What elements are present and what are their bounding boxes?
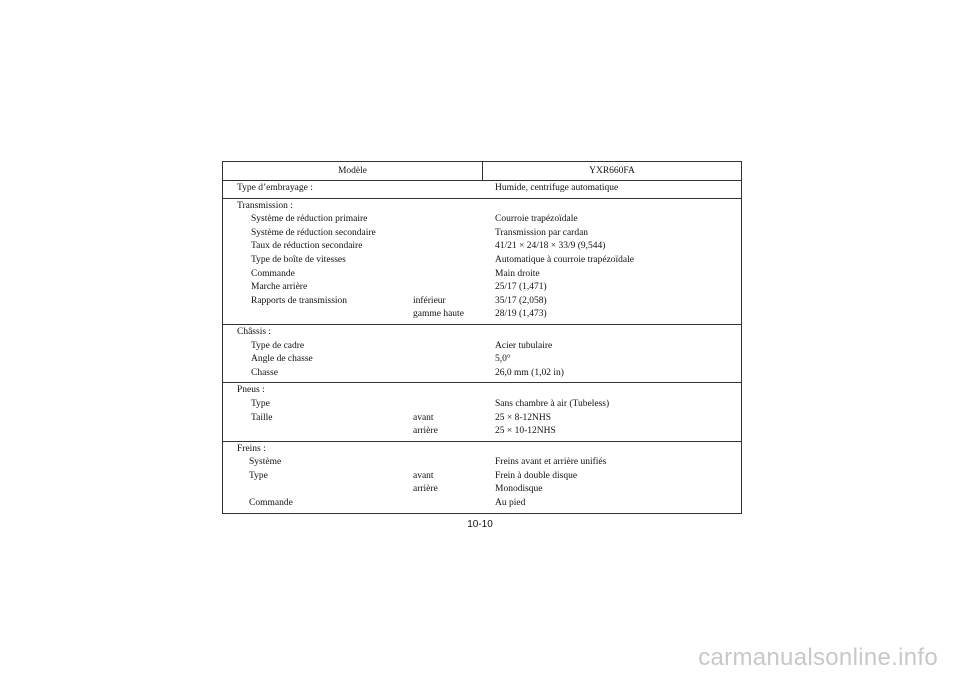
page-number: 10-10 <box>467 519 493 530</box>
spec-sublabel <box>413 456 483 470</box>
spec-value: Au pied <box>495 498 526 509</box>
spec-value: 5,0° <box>495 354 511 365</box>
spec-label: Système de réduction primaire <box>251 214 368 225</box>
spec-sublabel <box>413 240 483 254</box>
spec-label: Taille <box>251 412 273 423</box>
spec-sublabel <box>413 367 483 381</box>
spec-value: 28/19 (1,473) <box>495 309 547 320</box>
spec-label: Taux de réduction secondaire <box>251 241 363 252</box>
brakes-section <box>223 442 741 513</box>
spec-label: Chasse <box>251 367 278 378</box>
spec-label <box>223 425 413 439</box>
spec-label: Commande <box>251 268 295 279</box>
table-row <box>223 483 741 497</box>
transmission-section <box>223 199 741 325</box>
spec-label: Système <box>249 457 282 468</box>
chassis-section <box>223 325 741 383</box>
spec-value: Monodisque <box>495 484 543 495</box>
spec-sublabel: avant <box>413 412 434 423</box>
table-row <box>223 470 741 484</box>
spec-label: Marche arrière <box>251 282 308 293</box>
table-row <box>223 268 741 282</box>
spec-sublabel <box>413 254 483 268</box>
spec-value: Courroie trapézoïdale <box>495 214 578 225</box>
spec-label: Rapports de transmission <box>251 295 348 306</box>
spec-label: Type de boîte de vitesses <box>251 254 346 265</box>
spec-value: Automatique à courroie trapézoïdale <box>495 254 635 265</box>
table-row <box>223 227 741 241</box>
spec-label: Type <box>249 470 268 481</box>
table-row <box>223 456 741 470</box>
table-row <box>223 281 741 295</box>
clutch-value: Humide, centrifuge automatique <box>495 183 619 193</box>
tires-title: Pneus : <box>237 385 265 396</box>
model-label: Modèle <box>223 162 483 180</box>
table-row <box>223 254 741 268</box>
table-row <box>223 240 741 254</box>
spec-sublabel <box>413 497 483 511</box>
spec-sublabel <box>413 398 483 412</box>
chassis-title: Châssis : <box>237 326 272 337</box>
tires-section <box>223 383 741 441</box>
spec-value: Transmission par cardan <box>495 227 589 238</box>
spec-label <box>223 308 413 322</box>
table-row <box>223 398 741 412</box>
spec-label: Angle de chasse <box>251 354 313 365</box>
brakes-title: Freins : <box>237 443 266 454</box>
spec-value: 35/17 (2,058) <box>495 295 547 306</box>
spec-sublabel: gamme haute <box>413 309 464 320</box>
spec-value: 25 × 8-12NHS <box>495 412 552 423</box>
watermark: carmanualsonline.info <box>698 644 938 671</box>
clutch-section <box>223 181 741 199</box>
spec-value: 41/21 × 24/18 × 33/9 (9,544) <box>495 241 606 252</box>
table-row <box>223 308 741 322</box>
spec-label <box>223 483 413 497</box>
spec-label: Type <box>251 398 270 409</box>
table-row <box>223 295 741 309</box>
spec-table <box>222 161 742 514</box>
spec-sublabel <box>413 213 483 227</box>
spec-sublabel: inférieur <box>413 295 446 306</box>
spec-value: Frein à double disque <box>495 470 578 481</box>
table-row <box>223 497 741 511</box>
section-title <box>223 443 741 457</box>
spec-label: Système de réduction secondaire <box>251 227 376 238</box>
table-row <box>223 367 741 381</box>
spec-sublabel <box>413 353 483 367</box>
spec-sublabel <box>413 281 483 295</box>
spec-value: Main droite <box>495 268 540 279</box>
table-row <box>223 213 741 227</box>
table-header <box>223 162 741 181</box>
table-row <box>223 412 741 426</box>
spec-sublabel <box>413 268 483 282</box>
table-row <box>223 182 741 196</box>
model-value: YXR660FA <box>589 166 635 176</box>
clutch-label: Type d’embrayage : <box>237 183 313 193</box>
spec-value: 25 × 10-12NHS <box>495 426 556 437</box>
spec-value: 26,0 mm (1,02 in) <box>495 367 564 378</box>
section-title <box>223 326 741 340</box>
spec-sublabel: arrière <box>413 484 438 495</box>
spec-sublabel: avant <box>413 470 434 481</box>
spec-value: Freins avant et arrière unifiés <box>495 457 607 468</box>
spec-value: Sans chambre à air (Tubeless) <box>495 398 610 409</box>
spec-sublabel <box>413 227 483 241</box>
section-title <box>223 200 741 214</box>
table-row <box>223 425 741 439</box>
spec-value: 25/17 (1,471) <box>495 282 547 293</box>
spec-label: Type de cadre <box>251 340 305 351</box>
section-title <box>223 384 741 398</box>
spec-label: Commande <box>249 498 293 509</box>
table-row <box>223 340 741 354</box>
spec-sublabel: arrière <box>413 426 438 437</box>
spec-sublabel <box>413 340 483 354</box>
table-row <box>223 353 741 367</box>
spec-value: Acier tubulaire <box>495 340 553 351</box>
transmission-title: Transmission : <box>237 200 293 211</box>
